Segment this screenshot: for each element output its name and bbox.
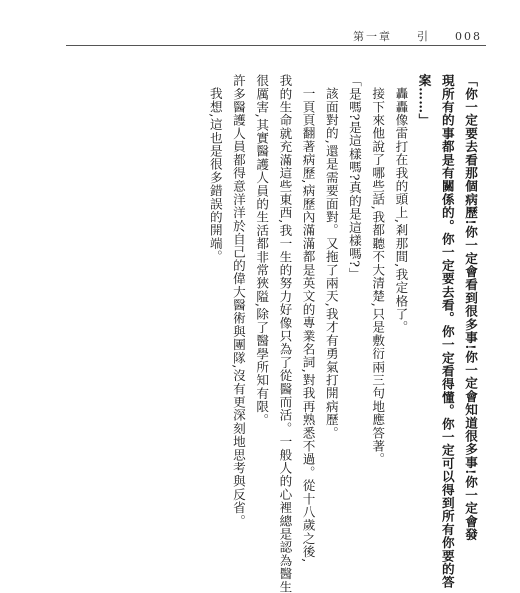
paragraph-question: 「是嗎?是這樣嗎?真的是這樣嗎?」	[346, 74, 362, 281]
paragraph-staff-line-2: 我想,這也是很多錯誤的開端。	[207, 87, 223, 264]
page-number: 008	[455, 30, 482, 43]
paragraph-face: 該面對的,還是需要面對。又拖了兩天,我才有勇氣打開病歷。	[323, 87, 339, 440]
chapter-label: 第一章	[353, 30, 392, 43]
running-header	[353, 28, 482, 44]
quote-line-3: 案……」	[416, 74, 432, 127]
section-label: 引	[417, 30, 430, 43]
paragraph-thunder: 轟轟像雷打在我的頭上,剎那間,我定格了。	[393, 87, 409, 334]
paragraph-next: 接下來他說了哪些話,我都聽不大清楚,只是敷衍兩三句地應答著。	[370, 87, 386, 466]
paragraph-staff-line-1: 許多醫護人員都得意洋洋於自己的偉大醫術與團隊,沒有更深刻地思考與反省。	[230, 74, 246, 528]
quote-line-1: 「你一定要去看那個病歷!你一定會看到很多事!你一定會知道很多事!你一定會發	[463, 74, 478, 542]
header-rule	[66, 45, 486, 46]
paragraph-life-line-1: 我的生命就充滿這些東西,我一生的努力好像只為了從醫而活。一般人的心裡總是認為醫生	[277, 74, 293, 593]
quote-line-2: 現所有的事都是有關係的。你一定要去看。你一定看得懂。你一定可以得到所有你要的答	[439, 74, 455, 589]
paragraph-pages: 一頁頁翻著病歷,病歷內滿滿都是英文的專業名詞,對我再熟悉不過。從十八歲之後,	[300, 87, 316, 563]
page-body	[204, 74, 482, 593]
paragraph-life-line-2: 很厲害,其實醫護人員的生活都非常狹隘,除了醫學所知有限。	[254, 74, 270, 427]
